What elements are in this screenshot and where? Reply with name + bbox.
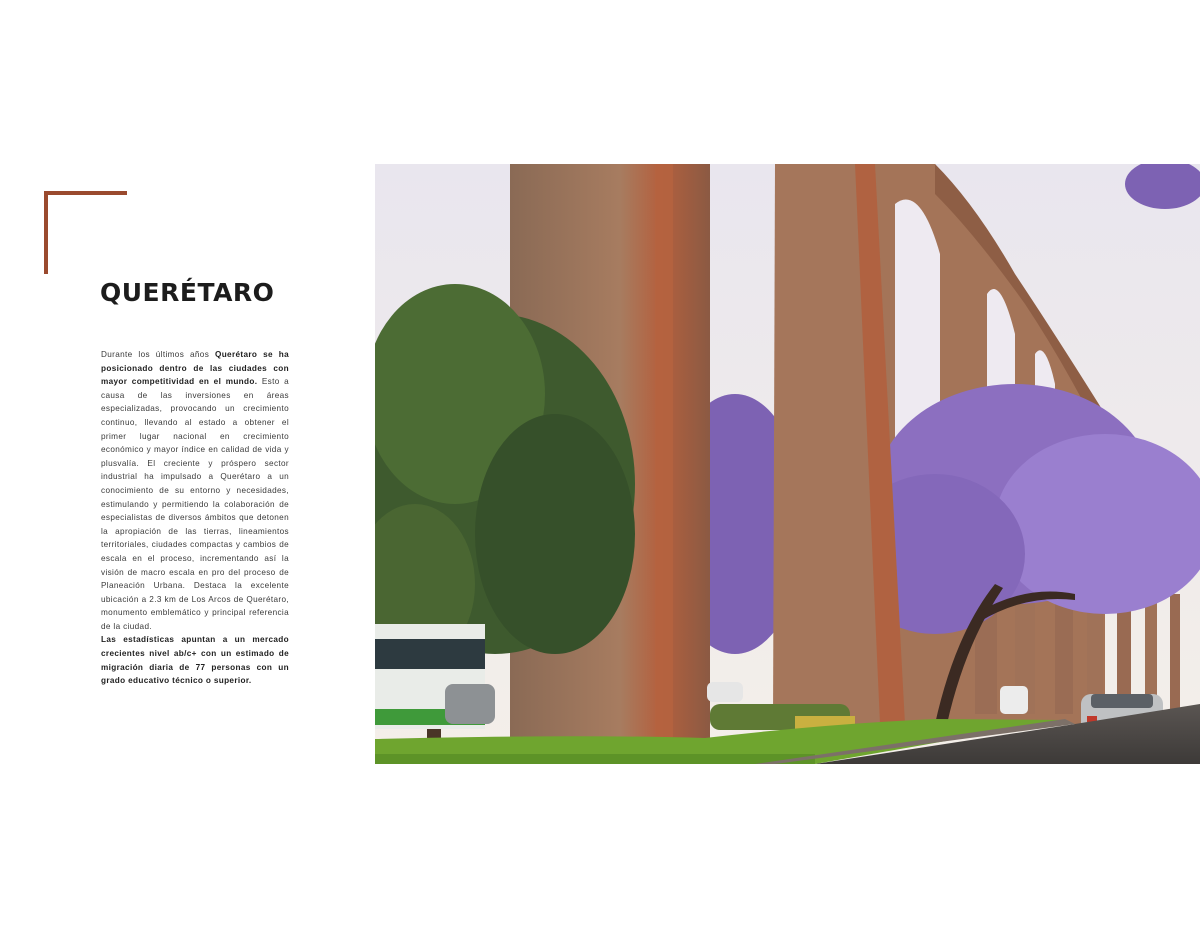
aqueduct-photo bbox=[375, 164, 1200, 764]
intro-highlight: Querétaro se ha posicionado dentro de las ciudades con mayor competitividad en el mundo. bbox=[101, 350, 289, 387]
corner-bracket-decoration bbox=[44, 191, 127, 274]
closing-highlight: Las estadísticas apuntan a un mercado crecientes nivel ab/c+ con un estimado de migración diaria de 77 personas con un grado educativo técnico o superior. bbox=[101, 635, 289, 686]
intro-text: Durante los últimos años bbox=[101, 350, 215, 359]
page-title: QUERÉTARO bbox=[100, 278, 275, 307]
body-text: Esto a causa de las inversiones en áreas especializadas, provocando un crecimiento continuo, llevando al estado a obtener el primer lugar nacional en crecimiento económico y mayor índice en calidad de vida y plusvalía. El creciente y próspero sector industrial ha impulsado a Querétaro a un conocimiento de su entorno y necesidades, estimulando y permitiendo la colaboración de especialistas de diversos ámbitos que detonen la apropiación de las tierras, lineamientos territoriales, ciudades compactas y cambios de escala en el proceso, incrementando así la visión de macro escala en pro del proceso de Planeación Urbana. Destaca la excelente ubicación a 2.3 km de Los Arcos de Querétaro, monumento emblemático y principal referencia de la ciudad. bbox=[101, 377, 289, 631]
description-paragraph bbox=[101, 348, 289, 688]
